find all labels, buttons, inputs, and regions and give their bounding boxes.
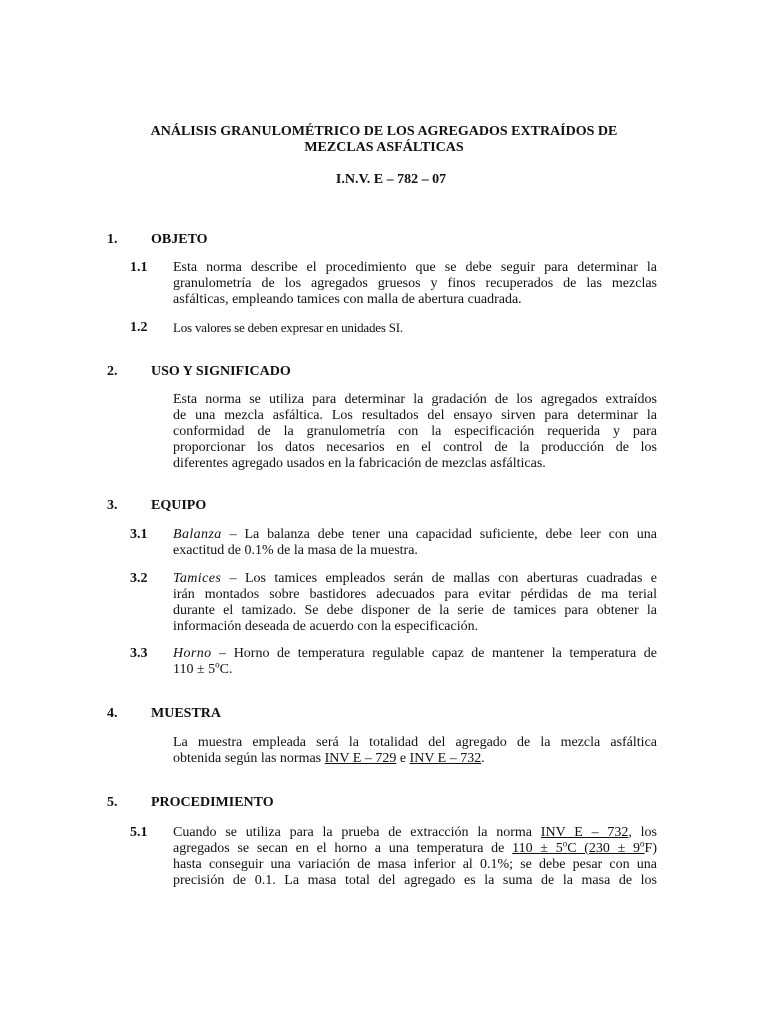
paragraph-3-2-number: 3.2 [130,571,148,586]
text-line: $110 \pm 5^oC$. [173,659,233,677]
paragraph-3-1 [173,527,657,559]
text-line: conformidad de la granulometría con la especificación requerida y para [173,424,657,439]
text-line: Balanza – La balanza debe tener una capacidad suficiente, debe leer con una [173,527,657,542]
document-title-line-2: MEZCLAS ASFÁLTICAS [304,140,464,155]
paragraph-5-1 [173,825,657,889]
section-5-number: 5. [107,795,118,810]
section-4-number: 4. [107,706,118,721]
text-line: Los valores se deben expresar en unidades SI. [173,320,403,335]
text-line: información deseada de acuerdo con la especificación. [173,619,479,634]
text-line: agregados se secan en el horno a una temperatura de $110 \pm 5^oC$ $(230 \pm 9^oF)$ [173,838,657,856]
norm-link-inv-e-732[interactable]: INV E – 732 [409,751,482,766]
text-line: Horno – Horno de temperatura regulable capaz de mantener la temperatura de [173,646,657,661]
paragraph-1-2 [173,320,657,336]
text-line: diferentes agregado usados en la fabricación de mezclas asfálticas. [173,456,546,471]
paragraph-1-2-number: 1.2 [130,320,148,335]
text-line: exactitud de 0.1% de la masa de la muestra. [173,543,418,558]
term-balanza: Balanza [173,527,222,542]
text-line: Esta norma se utiliza para determinar la gradación de los agregados extraídos [173,392,657,407]
term-horno: Horno [173,646,212,661]
section-4-paragraph [173,735,657,767]
text-line: durante el tamizado. Se debe disponer de la serie de tamices para obtener la [173,603,657,618]
text-line: de una mezcla asfáltica. Los resultados del ensayo sirven para determinar la [173,408,657,423]
text-line: Esta norma describe el procedimiento que se debe seguir para determinar la [173,260,657,275]
paragraph-5-1-number: 5.1 [130,825,148,840]
temperature-value: $110 \pm 5^oC$ ($230 \pm 9^o$ [512,838,645,856]
paragraph-3-2 [173,571,657,635]
section-1-number: 1. [107,232,118,247]
section-2-paragraph [173,392,657,472]
section-1-title: OBJETO [151,232,208,247]
paragraph-3-3 [173,646,657,678]
section-3-title: EQUIPO [151,498,207,513]
document-title-line-1: ANÁLISIS GRANULOMÉTRICO DE LOS AGREGADOS EXTRAÍDOS DE [150,124,618,139]
text-line: Tamices – Los tamices empleados serán de mallas con aberturas cuadradas e [173,571,658,586]
text-line: La muestra empleada será la totalidad del agregado de la mezcla asfáltica [173,735,657,750]
document-code: I.N.V. E – 782 – 07 [335,172,447,187]
text-line: granulometría de los agregados gruesos y finos recuperados de las mezclas [173,276,657,291]
text-line: irán montados sobre bastidores adecuados para evitar pérdidas de ma terial [173,587,657,602]
section-4-title: MUESTRA [151,706,222,721]
paragraph-1-1-number: 1.1 [130,260,148,275]
paragraph-1-1 [173,260,657,308]
section-3-number: 3. [107,498,118,513]
norm-link-inv-e-729[interactable]: INV E – 729 [324,751,397,766]
text-line: obtenida según las normas INV E – 729 e INV E – 732. [173,751,485,766]
paragraph-3-1-number: 3.1 [130,527,148,542]
term-tamices: Tamices [173,571,222,586]
section-5-title: PROCEDIMIENTO [151,795,274,810]
text-line: hasta conseguir una variación de masa inferior al 0.1%; se debe pesar con una [173,857,657,872]
section-2-title: USO Y SIGNIFICADO [151,364,291,379]
text-line: precisión de 0.1. La masa total del agregado es la suma de la masa de los [173,873,657,888]
text-line: asfálticas, empleando tamices con malla de abertura cuadrada. [173,292,522,307]
paragraph-3-3-number: 3.3 [130,646,148,661]
text-line: proporcionar los datos necesarios en el control de la producción de los [173,440,657,455]
section-2-number: 2. [107,364,118,379]
norm-link-inv-e-732[interactable]: INV E – 732 [540,825,629,840]
text-line: Cuando se utiliza para la prueba de extracción la norma INV E – 732, los [173,825,657,840]
